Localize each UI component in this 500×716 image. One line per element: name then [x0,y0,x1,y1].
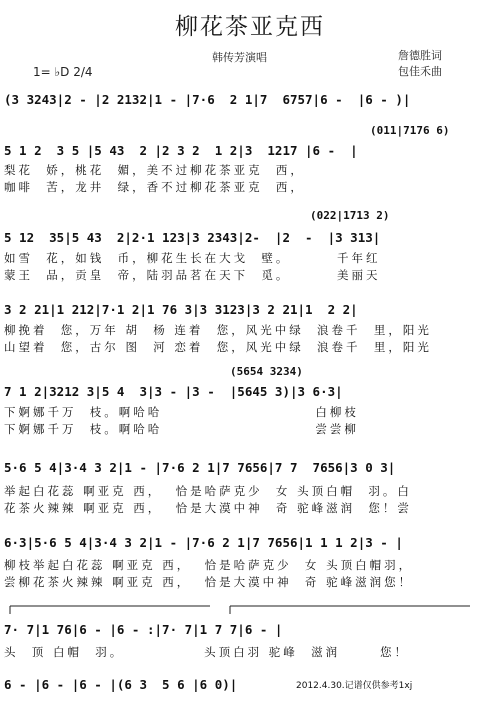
singer-credit: 韩传芳演唱 [212,51,267,64]
composer-credit: 包佳禾曲 [398,65,442,78]
system-2-lyric-1: 梨花 娇，桃花 媚，美不过柳花茶亚克 西， [4,163,305,177]
system-8-lyric-1: 头 顶 白帽 羽。 头顶白羽 驼峰 滋润 您！ [4,645,410,659]
system-6-notes: 5·6 5 4|3·4 3 2|1 - |7·6 2 1|7 7656|7 7 7656|3 0 3| [4,460,396,475]
system-3-notes: 5 12 35|5 43 2|2·1 123|3 2343|2- |2 - |3 313| [4,230,381,245]
system-3-upper-part: (022|1713 2) [310,209,390,222]
system-5-notes: 7 1 2|3212 3|5 4 3|3 - |3 - |5645 3)|3 6·3| [4,384,343,399]
system-7-lyric-1: 柳枝举起白花蕊 啊亚克 西， 恰是哈萨克少 女 头顶白帽羽， [4,558,414,572]
system-3-lyric-1: 如雪 花，如钱 币，柳花生长在大戈 壁。 千年红 [4,251,381,265]
system-5-lyric-1: 下婀娜千万 枝。啊哈哈 白柳枝 [4,405,359,419]
system-5-lyric-2: 下婀娜千万 枝。啊哈哈 尝尝柳 [4,422,359,436]
system-6-lyric-1: 举起白花蕊 啊亚克 西， 恰是哈萨克少 女 头顶白帽 羽。白 [4,484,412,498]
song-title: 柳花茶亚克西 [175,14,325,40]
system-4-lyric-2: 山望着 您，古尔 图 河 恋着 您，风光中绿 浪卷千 里，阳光 [4,340,432,354]
system-3-lyric-2: 蒙王 品，贡皇 帝，陆羽品茗在天下 觅。 美丽天 [4,268,381,282]
system-8-notes: 7· 7|1 76|6 - |6 - :|7· 7|1 7 7|6 - | [4,622,283,637]
lyricist-credit: 詹德胜词 [398,49,442,62]
system-2-lyric-2: 咖啡 苦，龙井 绿，香不过柳花茶亚克 西， [4,180,305,194]
volta-brackets [0,600,500,620]
system-6-lyric-2: 花茶火辣辣 啊亚克 西， 恰是大漠中神 奇 驼峰滋润 您！尝 [4,501,412,515]
system-2-upper-part: (011|7176 6) [370,124,450,137]
system-4-lyric-1: 柳挽着 您，万年 胡 杨 连着 您，风光中绿 浪卷千 里，阳光 [4,323,432,337]
system-7-lyric-2: 尝柳花茶火辣辣 啊亚克 西， 恰是大漠中神 奇 驼峰滋润您！ [4,575,414,589]
system-1-notes: (3 3243|2 - |2 2132|1 - |7·6 2 1|7 6757|6 - |6 - )| [4,92,411,107]
system-4-notes: 3 2 21|1 212|7·1 2|1 76 3|3 3123|3 2 21|1 2 2| [4,302,358,317]
system-2-notes: 5 1 2 3 5 |5 43 2 |2 3 2 1 2|3 1217 |6 - | [4,143,358,158]
system-5-upper-part: (5654 3234) [230,365,303,378]
footer-note: 2012.4.30.记谱仅供参考1xj [296,681,413,691]
key-signature: 1= ♭D 2/4 [33,65,93,79]
system-9-notes: 6 - |6 - |6 - |(6 3 5 6 |6 0)| [4,677,238,692]
system-7-notes: 6·3|5·6 5 4|3·4 3 2|1 - |7·6 2 1|7 7656|1 1 1 2|3 - | [4,535,403,550]
